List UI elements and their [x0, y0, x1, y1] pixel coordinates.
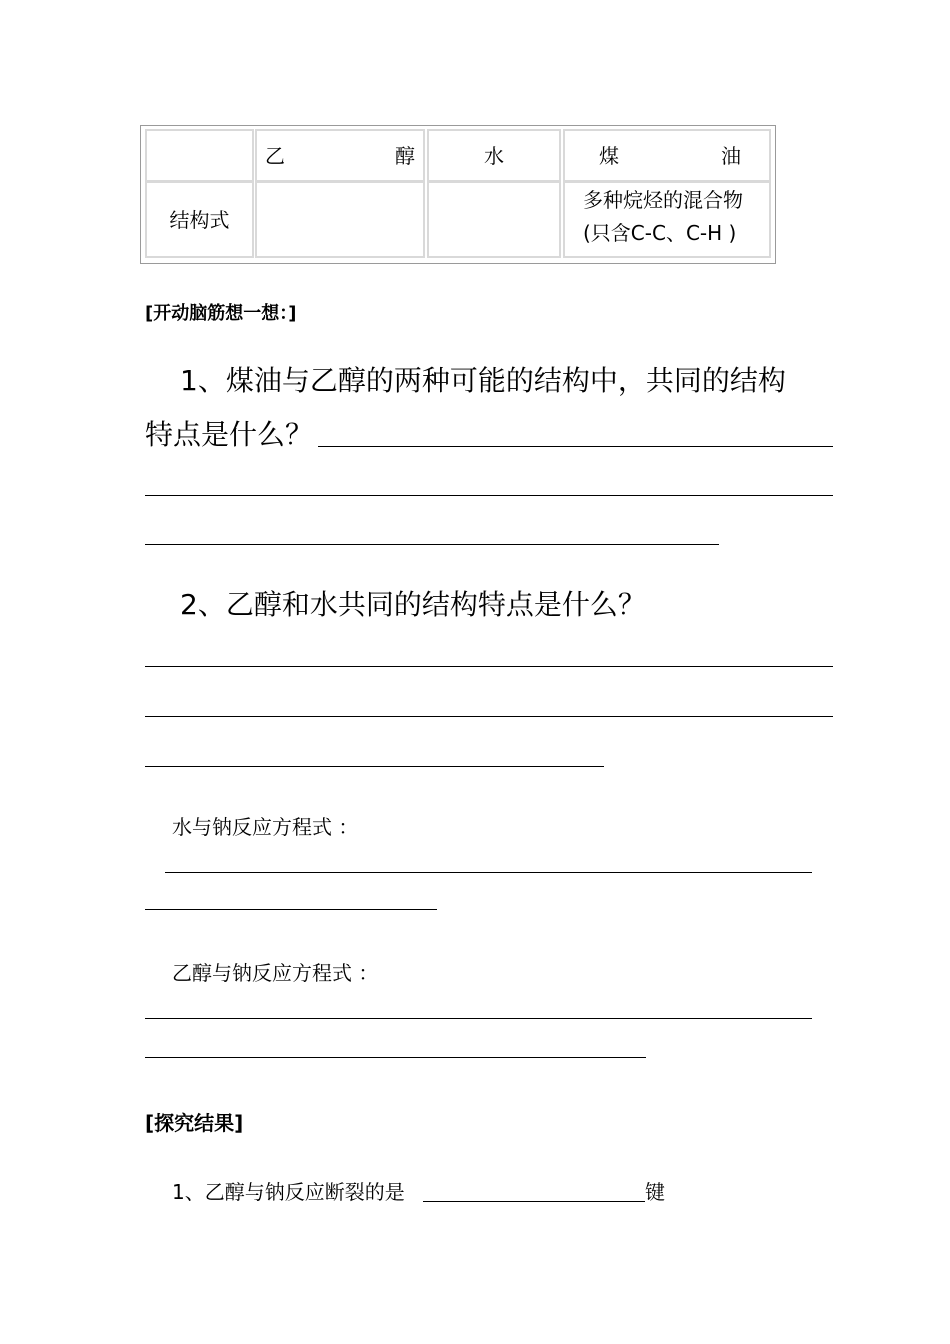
comparison-table [140, 125, 776, 264]
think-heading: [开动脑筋想一想：] [145, 303, 297, 324]
question-1-line2: 特点是什么？ [145, 418, 314, 451]
answer-line[interactable] [145, 766, 604, 767]
answer-line[interactable] [423, 1201, 645, 1202]
water-sodium-equation-label: 水与钠反应方程式 ： [172, 815, 359, 839]
answer-line[interactable] [145, 544, 719, 545]
result-item-1-prefix: 1、乙醇与钠反应断裂的是 [172, 1180, 405, 1204]
answer-line[interactable] [145, 666, 833, 667]
answer-line[interactable] [145, 716, 833, 717]
table-row-label-cell [145, 181, 254, 258]
result-item-1-suffix: 键 [645, 1180, 665, 1204]
table-header-water-label: 水 [484, 143, 504, 168]
table-cell-ethanol-structure [255, 181, 425, 258]
table-header-kerosene-char2: 油 [721, 143, 741, 168]
answer-line[interactable] [145, 1018, 812, 1019]
table-header-empty [145, 129, 254, 182]
question-2: 2、乙醇和水共同的结构特点是什么？ [180, 588, 646, 621]
table-header-water [427, 129, 561, 182]
table-header-ethanol-char1: 乙 [265, 143, 285, 168]
table-cell-kerosene-structure [563, 181, 771, 258]
answer-line[interactable] [145, 909, 437, 910]
answer-line[interactable] [145, 1057, 646, 1058]
table-row-label: 结构式 [169, 207, 230, 232]
table-cell-water-structure [427, 181, 561, 258]
kerosene-desc-line1: 多种烷烃的混合物 [583, 188, 743, 212]
kerosene-desc-line2: (只含C-C、C-H ) [583, 221, 737, 245]
ethanol-sodium-equation-label: 乙醇与钠反应方程式 ： [172, 961, 379, 985]
question-1-line1: 1、煤油与乙醇的两种可能的结构中，共同的结构 [180, 364, 786, 397]
table-header-kerosene [563, 129, 771, 182]
table-header-ethanol-char2: 醇 [395, 143, 415, 168]
table-header-kerosene-char1: 煤 [599, 143, 619, 168]
answer-line[interactable] [145, 495, 833, 496]
result-heading: [探究结果] [145, 1111, 244, 1135]
answer-line[interactable] [318, 446, 833, 447]
answer-line[interactable] [165, 872, 812, 873]
table-header-ethanol [255, 129, 425, 182]
